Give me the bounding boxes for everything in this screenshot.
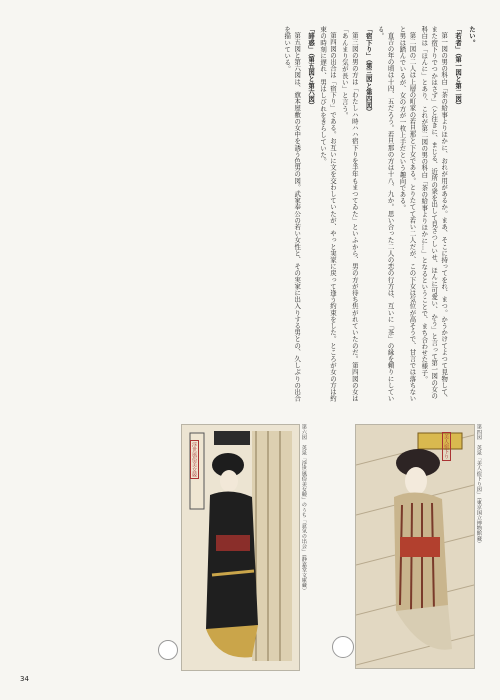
- body-text: [36, 26, 476, 404]
- paragraph: 第四図の出合は「宿下り」である。お互いに文を交わしていたが、やっと実家に戻って逢う約束をした。ところが女の方は約束の時刻に遅れ、男はしびれをきらしていた。: [319, 26, 337, 402]
- paragraph: 第五図と第六図は、旗本屋敷の女中を誘う色男の図。武家奉公の若い女性と、その実家に出入りする男との、久しぶりの出合を描いている。: [283, 26, 302, 402]
- paragraph: 第二図の二人は上層の町家の若旦那と下女である。とりたてて若い二人だが、この下女は気位が高そうで、甘言では落ちないと男は踏んでいるが、女の方が一枚上手だという趣向である。: [398, 26, 417, 402]
- print-title-cartouche: 浮世風俗美女競: [191, 442, 197, 477]
- ukiyoe-figure-right: [355, 424, 475, 669]
- woodblock-print-image: [356, 425, 474, 668]
- figure-caption: 第四図 英泉「美人宿下り図」（東京国立博物館蔵）: [475, 424, 482, 547]
- page-number: 34: [20, 675, 29, 683]
- section-heading-1: 「若者」（第一図と第二図）: [454, 26, 463, 109]
- figure-seal-mark: [158, 640, 178, 660]
- figure-seal-mark: [332, 636, 354, 658]
- paragraph: 第三図の男の方は「わたしハ時ハハ宿下りを半年もまつてゐた」といふから、男の方が待ち焦がれていたのだ。第四図の女は「あんまり気が長い」と言う。: [340, 26, 359, 402]
- section-heading-2: 「宿下り」（第三図と第四図）: [364, 26, 373, 116]
- paragraph: 第一図の男の科白「茶の給事よりほかに、おれが用があるか。まあ、そこに持ってをれ、まつ。かうかけてよつて見物して、また宿下りでつかはさず」（と往きに、まじる、近所の衆を出して見さつしいせ、ほんに可愛い、かう」と言って第一図の女の科白は「ほんに」とあり、これが第二図の男の科白「茶の給事よりほかに…」となるということで、まち合わせた様子。: [420, 26, 449, 402]
- print-title-cartouche: 美人宿下り: [443, 434, 449, 459]
- paragraph: 直吉の年の頃は十四、五だろう。若旦那の方は十八、九か。思い合った二人の恋の行方は、互いに「茶」の縁を頼りにしている。: [376, 26, 395, 402]
- woodblock-print-image: [182, 425, 299, 670]
- section-heading-3: 「誹惑」（第五図と第六図）: [307, 26, 316, 109]
- figure-caption: 第六図 英泉「浮世風俗美女競」のうち「意気の出会」（静嘉堂文庫蔵）: [300, 424, 307, 593]
- top-text: たい。: [468, 26, 476, 46]
